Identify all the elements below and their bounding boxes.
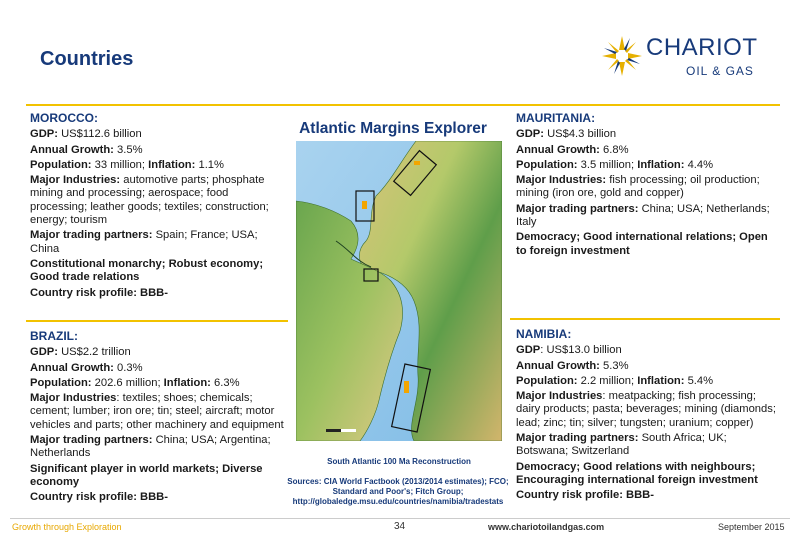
mauritania-population-label: Population: [516, 158, 578, 171]
mauritania-inflation-value: 4.4% [684, 158, 714, 171]
namibia-panel [516, 328, 782, 505]
scale-bar-segment [341, 429, 356, 432]
brazil-gdp-value: US$2.2 trillion [57, 346, 131, 359]
morocco-population-label: Population: [30, 158, 92, 171]
mauritania-growth-value: 6.8% [599, 143, 629, 156]
brazil-industries-label: Major Industries [30, 392, 117, 405]
mauritania-gdp-value: US$4.3 billion [543, 128, 617, 141]
divider-left-mid [26, 320, 288, 322]
sources-note: Sources: CIA World Factbook (2013/2014 estimates); FCO; Standard and Poor's; Fitch Group; http://globaledge.msu.edu/countries/namibia/tradestats [287, 477, 509, 506]
namibia-growth-label: Annual Growth: [516, 359, 600, 372]
morocco-trade-value: Spain; France; USA; China [30, 229, 258, 255]
brazil-gdp-label: GDP: [30, 346, 58, 359]
namibia-risk: Country risk profile: BBB- [516, 489, 654, 502]
morocco-population-value: 33 million; [91, 158, 146, 171]
page-title: Countries [40, 48, 134, 70]
brazil-growth-label: Annual Growth: [30, 361, 114, 374]
namibia-industries-label: Major Industries [516, 390, 603, 403]
brazil-panel [30, 330, 290, 507]
licence-block [362, 201, 367, 209]
mauritania-inflation-label: Inflation: [634, 158, 685, 171]
morocco-gdp-value: US$112.6 billion [57, 128, 142, 141]
namibia-growth-value: 5.3% [599, 359, 629, 372]
morocco-header: MOROCCO: [30, 111, 98, 125]
morocco-growth-value: 3.5% [113, 143, 143, 156]
brazil-header: BRAZIL: [30, 329, 78, 343]
namibia-header: NAMIBIA: [516, 327, 572, 341]
licence-block [414, 161, 420, 165]
brazil-trade-value: China; USA; Argentina; Netherlands [30, 434, 271, 460]
logo-name: CHARIOT [646, 34, 758, 61]
morocco-industries-value: automotive parts; phosphate mining and processing; aerospace; food processing; leather goods; textiles; construction; energy; tourism [30, 174, 269, 227]
namibia-summary: Democracy; Good relations with neighbours; Encouraging international foreign investment [516, 460, 758, 486]
morocco-trade-label: Major trading partners: [30, 229, 153, 242]
mauritania-trade-label: Major trading partners: [516, 202, 639, 215]
licence-block [404, 381, 409, 393]
chariot-logo [600, 26, 780, 92]
namibia-industries-value: : meatpacking; fish processing; dairy products; pasta; beverages; mining (diamonds; lead; zinc; tin; silver; tungsten; uranium; copper) [516, 390, 776, 429]
page-number: 34 [394, 521, 406, 532]
brazil-trade-label: Major trading partners: [30, 434, 153, 447]
divider-right-mid [510, 318, 780, 320]
brazil-industries-value: : textiles; shoes; chemicals; cement; lumber; iron ore; tin; steel; aircraft; motor vehicles and parts; other machinery and equipment [30, 392, 284, 431]
namibia-trade-label: Major trading partners: [516, 432, 639, 445]
brazil-population-label: Population: [30, 376, 92, 389]
namibia-gdp-value: : US$13.0 billion [540, 344, 622, 357]
logo-subtitle: OIL & GAS [686, 64, 754, 78]
brazil-risk: Country risk profile: BBB- [30, 491, 168, 504]
morocco-risk: Country risk profile: BBB- [30, 286, 168, 299]
mauritania-trade-value: China; USA; Netherlands; Italy [516, 202, 770, 229]
footer-url[interactable]: www.chariotoilandgas.com [488, 522, 605, 532]
mauritania-industries-label: Major Industries: [516, 174, 607, 187]
namibia-inflation-label: Inflation: [634, 374, 685, 387]
divider-footer [10, 518, 790, 519]
brazil-inflation-label: Inflation: [160, 376, 211, 389]
morocco-panel [30, 112, 288, 302]
mauritania-population-value: 3.5 million; [577, 158, 635, 171]
footer-date: September 2015 [718, 522, 785, 532]
map-caption: South Atlantic 100 Ma Reconstruction [327, 457, 471, 466]
namibia-inflation-value: 5.4% [684, 374, 714, 387]
map-title: Atlantic Margins Explorer [299, 120, 487, 137]
morocco-gdp-label: GDP: [30, 128, 58, 141]
morocco-industries-label: Major Industries: [30, 174, 121, 187]
footer-tagline: Growth through Exploration [12, 522, 122, 532]
mauritania-summary: Democracy; Good international relations; Open to foreign investment [516, 231, 768, 257]
brazil-population-value: 202.6 million; [91, 376, 161, 389]
mauritania-gdp-label: GDP: [516, 128, 544, 141]
morocco-inflation-label: Inflation: [145, 158, 196, 171]
mauritania-growth-label: Annual Growth: [516, 143, 600, 156]
morocco-summary: Constitutional monarchy; Robust economy; Good trade relations [30, 257, 264, 284]
namibia-population-value: 2.2 million; [577, 374, 635, 387]
namibia-trade-value: South Africa; UK; Botswana; Switzerland [516, 432, 727, 458]
namibia-gdp-label: GDP [516, 344, 541, 357]
morocco-growth-label: Annual Growth: [30, 143, 114, 156]
brazil-inflation-value: 6.3% [210, 376, 240, 389]
brazil-growth-value: 0.3% [113, 361, 143, 374]
reconstruction-map [296, 141, 502, 441]
morocco-inflation-value: 1.1% [195, 158, 224, 171]
mauritania-industries-value: fish processing; oil production; mining (iron ore, gold and copper) [516, 174, 760, 200]
namibia-population-label: Population: [516, 374, 578, 387]
mauritania-panel [516, 112, 780, 260]
mauritania-header: MAURITANIA: [516, 111, 596, 125]
brazil-summary: Significant player in world markets; Diverse economy [30, 462, 263, 488]
divider-top [26, 104, 780, 106]
chariot-sun-icon [600, 34, 644, 78]
